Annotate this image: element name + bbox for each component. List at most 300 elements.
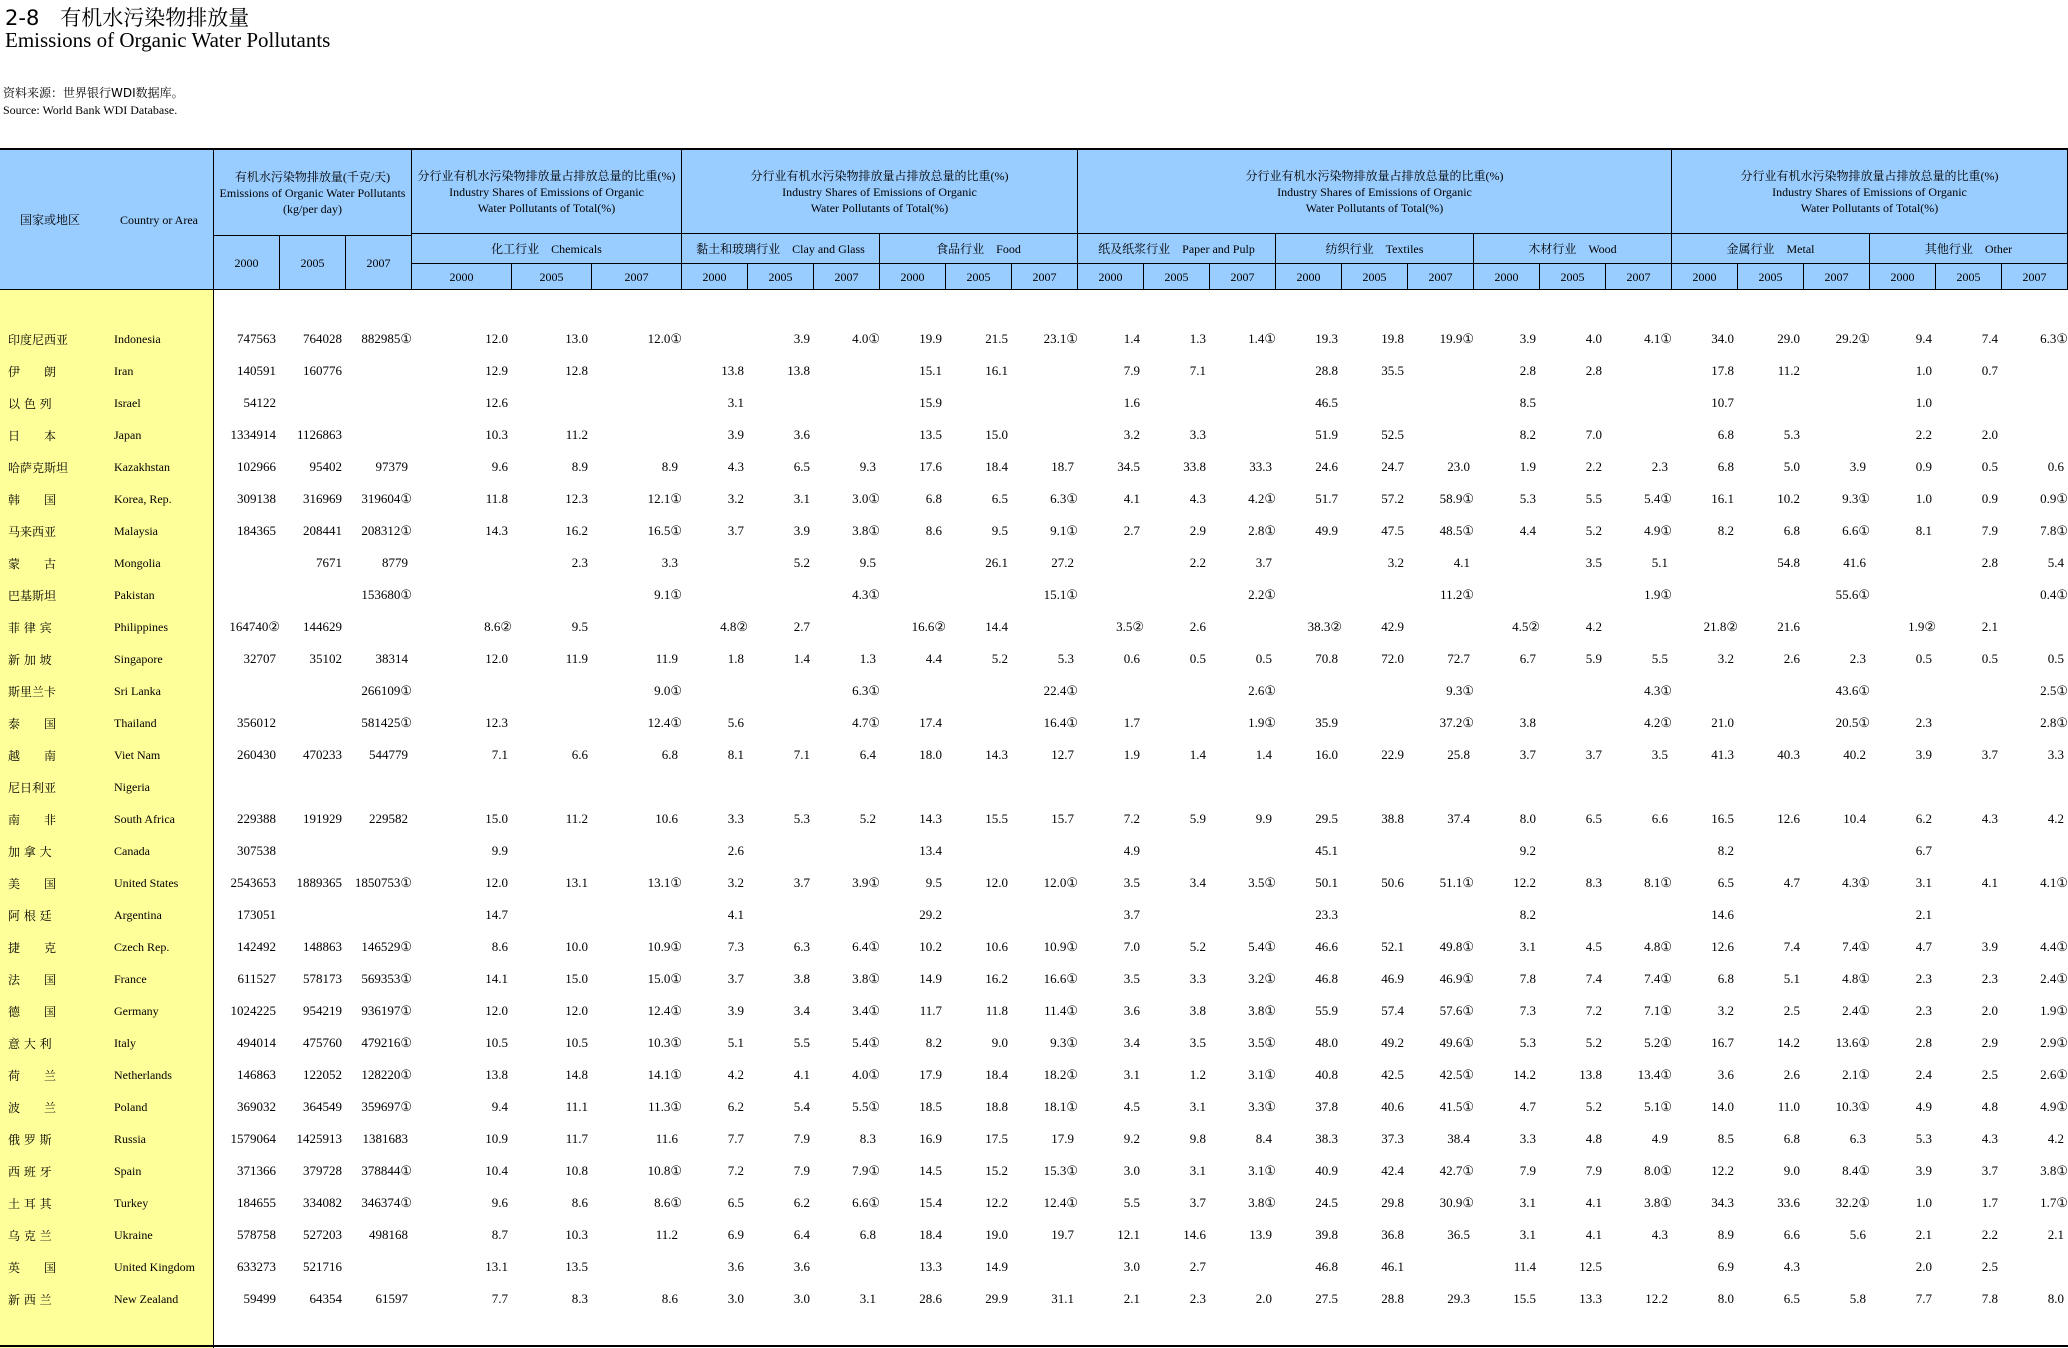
table-cell: 40.6 <box>1381 1099 1404 1114</box>
country-name-en: United Kingdom <box>114 1260 195 1274</box>
table-cell: 3.1 <box>727 395 744 410</box>
table-cell: 4.3 <box>727 459 744 474</box>
table-cell: 10.3① <box>1835 1099 1870 1114</box>
table-cell: 12.4① <box>1043 1195 1078 1210</box>
table-cell: 3.7 <box>1123 907 1140 922</box>
table-cell: 5.4① <box>1248 939 1276 954</box>
table-cell: 5.3 <box>1783 427 1800 442</box>
table-cell: 40.8 <box>1315 1067 1338 1082</box>
table-cell: 3.2 <box>1717 651 1734 666</box>
table-cell: 371366 <box>237 1163 276 1178</box>
table-cell: 1.4 <box>1255 747 1272 762</box>
table-cell: 3.2 <box>727 491 744 506</box>
table-cell: 11.9 <box>655 651 678 666</box>
country-name-zh: 泰 国 <box>8 717 57 731</box>
header-year: 2000 <box>682 264 748 290</box>
header-year: 2007 <box>2002 264 2068 290</box>
country-name-zh: 马来西亚 <box>8 525 57 539</box>
table-cell: 1126863 <box>296 427 342 442</box>
header-year: 2000 <box>1474 264 1540 290</box>
table-cell: 57.4 <box>1381 1003 1404 1018</box>
table-cell: 42.7① <box>1439 1163 1474 1178</box>
table-cell: 49.6① <box>1439 1035 1474 1050</box>
table-cell: 1850753① <box>354 875 412 890</box>
table-cell: 3.6 <box>793 1259 810 1274</box>
table-cell: 7.7 <box>1915 1291 1932 1306</box>
table-cell: 3.6 <box>1123 1003 1140 1018</box>
table-cell: 5.5 <box>793 1035 810 1050</box>
header-year: 2007 <box>1606 264 1672 290</box>
table-cell: 309138 <box>237 491 276 506</box>
table-cell: 1334914 <box>230 427 276 442</box>
table-cell: 1.0 <box>1915 395 1932 410</box>
table-cell: 10.8① <box>647 1163 682 1178</box>
table-cell: 3.1① <box>1248 1067 1276 1082</box>
table-cell: 12.2 <box>1711 1163 1734 1178</box>
header-country-cell <box>0 150 214 290</box>
table-cell: 2.6 <box>727 843 744 858</box>
country-name-zh: 捷 克 <box>8 941 57 955</box>
table-cell: 43.6① <box>1835 683 1870 698</box>
header-industry-shares: 分行业有机水污染物排放量占排放总量的比重(%) Industry Shares of Emissions of Organic Water Pollutants of Total(%) <box>1672 150 2068 234</box>
table-cell: 19.3 <box>1315 331 1338 346</box>
table-cell: 2.8① <box>2040 715 2068 730</box>
table-cell: 7.9 <box>793 1163 810 1178</box>
header-year: 2005 <box>512 264 592 290</box>
country-name-en: United States <box>114 876 179 890</box>
table-cell: 46.6 <box>1315 939 1338 954</box>
header-year: 2000 <box>1078 264 1144 290</box>
table-cell: 8.0① <box>1644 1163 1672 1178</box>
table-cell: 30.9① <box>1439 1195 1474 1210</box>
table-cell: 229582 <box>369 811 408 826</box>
table-cell: 72.7 <box>1447 651 1470 666</box>
country-name-en: Nigeria <box>114 780 150 794</box>
table-cell: 164740② <box>229 619 280 634</box>
table-cell: 8.2 <box>1519 427 1536 442</box>
table-cell: 6.6① <box>1842 523 1870 538</box>
header-industry-6: 金属行业 Metal <box>1672 234 1870 264</box>
table-cell: 6.8 <box>1717 427 1734 442</box>
table-cell: 3.0① <box>852 491 880 506</box>
table-cell: 5.5 <box>1651 651 1668 666</box>
country-name-en: Turkey <box>114 1196 149 1210</box>
table-cell: 764028 <box>303 331 342 346</box>
table-cell: 16.5① <box>647 523 682 538</box>
source-note-zh: 资料来源：世界银行WDI数据库。 <box>3 86 184 100</box>
table-cell: 3.1 <box>1519 1195 1536 1210</box>
table-cell: 3.3 <box>1189 427 1206 442</box>
table-cell: 14.1 <box>485 971 508 986</box>
table-cell: 2.4① <box>1842 1003 1870 1018</box>
table-cell: 12.8 <box>565 363 588 378</box>
table-cell: 22.4① <box>1043 683 1078 698</box>
table-cell: 475760 <box>303 1035 342 1050</box>
table-cell: 2.3 <box>1189 1291 1206 1306</box>
table-cell: 29.0 <box>1777 331 1800 346</box>
country-name-en: Poland <box>114 1100 148 1114</box>
table-cell: 12.4① <box>647 1003 682 1018</box>
table-cell: 5.2 <box>1585 1099 1602 1114</box>
table-cell: 4.1 <box>1123 491 1140 506</box>
table-cell: 9.0① <box>654 683 682 698</box>
table-cell: 16.4① <box>1043 715 1078 730</box>
table-cell: 7.8 <box>1519 971 1536 986</box>
country-name-en: Kazakhstan <box>114 460 170 474</box>
table-cell: 146529① <box>361 939 412 954</box>
table-cell: 15.4 <box>919 1195 942 1210</box>
table-cell: 6.5 <box>991 491 1008 506</box>
table-cell: 16.6② <box>911 619 946 634</box>
table-cell: 10.3① <box>647 1035 682 1050</box>
table-cell: 8.5 <box>1519 395 1536 410</box>
table-cell: 3.9 <box>793 331 810 346</box>
table-cell: 319604① <box>361 491 412 506</box>
table-cell: 6.2 <box>793 1195 810 1210</box>
header-year: 2007 <box>1210 264 1276 290</box>
header-year: 2007 <box>592 264 682 290</box>
table-cell: 4.5 <box>1585 939 1602 954</box>
table-cell: 4.5 <box>1123 1099 1140 1114</box>
table-cell: 9.4 <box>1915 331 1932 346</box>
table-cell: 3.6 <box>727 1259 744 1274</box>
table-cell: 2.1 <box>1981 619 1998 634</box>
table-cell: 7.3 <box>727 939 744 954</box>
table-cell: 3.5 <box>1123 875 1140 890</box>
table-cell: 1.3 <box>1189 331 1206 346</box>
table-cell: 3.3 <box>661 555 678 570</box>
source-note-en: Source: World Bank WDI Database. <box>3 103 178 117</box>
table-cell: 4.1① <box>1644 331 1672 346</box>
table-cell: 57.6① <box>1439 1003 1474 1018</box>
table-cell: 3.1 <box>859 1291 876 1306</box>
table-cell: 3.9 <box>1915 1163 1932 1178</box>
country-name-zh: 斯里兰卡 <box>8 685 57 699</box>
table-cell: 10.0 <box>565 939 588 954</box>
table-cell: 1381683 <box>362 1131 408 1146</box>
table-cell: 4.8① <box>1644 939 1672 954</box>
table-cell: 5.2 <box>1585 523 1602 538</box>
table-cell: 6.3① <box>1050 491 1078 506</box>
table-cell: 6.3① <box>2040 331 2068 346</box>
header-emissions: 有机水污染物排放量(千克/天) Emissions of Organic Water Pollutants (kg/per day) <box>214 150 412 236</box>
table-cell: 3.3 <box>2047 747 2064 762</box>
country-name-en: Iran <box>114 364 134 378</box>
table-cell: 2.8① <box>1248 523 1276 538</box>
table-cell: 747563 <box>237 331 276 346</box>
table-cell: 37.3 <box>1381 1131 1404 1146</box>
table-cell: 4.9① <box>1644 523 1672 538</box>
table-cell: 2.8 <box>1519 363 1536 378</box>
table-cell: 6.2 <box>727 1099 744 1114</box>
table-cell: 191929 <box>303 811 342 826</box>
table-cell: 7.7 <box>727 1131 744 1146</box>
table-cell: 49.8① <box>1439 939 1474 954</box>
table-cell: 18.4 <box>985 459 1008 474</box>
table-cell: 6.5 <box>727 1195 744 1210</box>
table-cell: 5.5 <box>1123 1195 1140 1210</box>
country-name-zh: 荷 兰 <box>8 1069 57 1083</box>
table-cell: 28.8 <box>1315 363 1338 378</box>
table-cell: 12.0 <box>485 331 508 346</box>
country-name-zh: 越 南 <box>8 749 57 763</box>
table-cell: 3.3 <box>1189 971 1206 986</box>
table-cell: 7.1 <box>1189 363 1206 378</box>
table-cell: 14.2 <box>1777 1035 1800 1050</box>
table-cell: 10.5 <box>485 1035 508 1050</box>
table-cell: 12.5 <box>1579 1259 1602 1274</box>
table-cell: 307538 <box>237 843 276 858</box>
table-cell: 10.8 <box>565 1163 588 1178</box>
table-cell: 3.7 <box>1585 747 1602 762</box>
table-cell: 470233 <box>303 747 342 762</box>
country-name-zh: 日 本 <box>8 429 57 443</box>
table-cell: 0.5 <box>1981 459 1998 474</box>
country-name-en: Singapore <box>114 652 163 666</box>
table-cell: 4.3① <box>1644 683 1672 698</box>
table-cell: 2.5 <box>1981 1067 1998 1082</box>
table-cell: 334082 <box>303 1195 342 1210</box>
table-cell: 7.4 <box>1783 939 1800 954</box>
table-cell: 3.1 <box>1123 1067 1140 1082</box>
table-cell: 16.1 <box>985 363 1008 378</box>
country-name-zh: 土 耳 其 <box>8 1197 52 1211</box>
table-cell: 7.2 <box>727 1163 744 1178</box>
table-cell: 9.9 <box>1255 811 1272 826</box>
table-cell: 46.9 <box>1381 971 1404 986</box>
table-cell: 3.0 <box>793 1291 810 1306</box>
table-cell: 55.9 <box>1315 1003 1338 1018</box>
table-cell: 12.3 <box>485 715 508 730</box>
table-cell: 9.5 <box>859 555 876 570</box>
table-cell: 6.4① <box>852 939 880 954</box>
table-cell: 15.0 <box>485 811 508 826</box>
country-name-en: Thailand <box>114 716 157 730</box>
table-cell: 10.9① <box>647 939 682 954</box>
table-cell: 882985① <box>361 331 412 346</box>
table-cell: 4.3① <box>852 587 880 602</box>
table-cell: 12.2 <box>1645 1291 1668 1306</box>
table-bottom-rule <box>0 1345 2068 1347</box>
table-cell: 70.8 <box>1315 651 1338 666</box>
table-cell: 0.6 <box>2047 459 2064 474</box>
table-cell: 4.8① <box>1842 971 1870 986</box>
table-cell: 2.0 <box>1255 1291 1272 1306</box>
country-name-zh: 新 加 坡 <box>8 653 52 667</box>
table-cell: 11.3① <box>648 1099 682 1114</box>
table-cell: 4.1 <box>1981 875 1998 890</box>
table-cell: 1024225 <box>230 1003 276 1018</box>
table-cell: 6.7 <box>1519 651 1536 666</box>
table-cell: 6.4 <box>859 747 876 762</box>
table-cell: 0.5 <box>1255 651 1272 666</box>
header-industry-7: 其他行业 Other <box>1870 234 2068 264</box>
country-name-zh: 巴基斯坦 <box>8 589 57 603</box>
table-cell: 8.3 <box>571 1291 588 1306</box>
table-cell: 27.5 <box>1315 1291 1338 1306</box>
table-cell: 2.3 <box>1915 715 1932 730</box>
table-cell: 10.9① <box>1043 939 1078 954</box>
table-cell: 8.1① <box>1644 875 1672 890</box>
table-top-rule <box>0 148 2068 150</box>
table-cell: 3.7 <box>1519 747 1536 762</box>
table-cell: 8.1 <box>727 747 744 762</box>
table-cell: 8.0 <box>1519 811 1536 826</box>
table-cell: 3.8① <box>1644 1195 1672 1210</box>
table-cell: 9.3① <box>1842 491 1870 506</box>
table-cell: 569353① <box>361 971 412 986</box>
table-cell: 16.2 <box>565 523 588 538</box>
table-cell: 19.9① <box>1439 331 1474 346</box>
table-cell: 11.2 <box>655 1227 678 1242</box>
table-cell: 19.9 <box>919 331 942 346</box>
table-cell: 4.1 <box>1585 1227 1602 1242</box>
country-name-en: Viet Nam <box>114 748 161 762</box>
table-cell: 527203 <box>303 1227 342 1242</box>
table-cell: 10.7 <box>1711 395 1734 410</box>
table-cell: 38314 <box>375 651 408 666</box>
table-cell: 15.3① <box>1043 1163 1078 1178</box>
table-cell: 5.6 <box>1849 1227 1866 1242</box>
table-cell: 2.8 <box>1915 1035 1932 1050</box>
table-cell: 1425913 <box>296 1131 342 1146</box>
table-cell: 581425① <box>361 715 412 730</box>
table-cell: 229388 <box>237 811 276 826</box>
table-cell: 184655 <box>237 1195 276 1210</box>
table-cell: 6.3 <box>793 939 810 954</box>
table-cell: 29.5 <box>1315 811 1338 826</box>
table-cell: 4.4 <box>1519 523 1536 538</box>
table-cell: 3.3 <box>1519 1131 1536 1146</box>
table-cell: 7.1 <box>491 747 508 762</box>
header-year: 2000 <box>1276 264 1342 290</box>
table-cell: 3.5 <box>1585 555 1602 570</box>
header-year: 2005 <box>1342 264 1408 290</box>
table-cell: 3.4 <box>793 1003 810 1018</box>
country-name-zh: 加 拿 大 <box>8 845 52 859</box>
table-cell: 21.5 <box>985 331 1008 346</box>
table-cell: 3.8① <box>852 523 880 538</box>
table-cell: 52.1 <box>1381 939 1404 954</box>
table-cell: 3.2 <box>1387 555 1404 570</box>
table-cell: 4.2 <box>2047 1131 2064 1146</box>
country-name-zh: 以 色 列 <box>8 397 52 411</box>
table-cell: 3.1 <box>1189 1163 1206 1178</box>
table-cell: 5.2① <box>1644 1035 1672 1050</box>
table-cell: 23.1① <box>1043 331 1078 346</box>
table-cell: 3.0 <box>1123 1163 1140 1178</box>
table-cell: 128220① <box>361 1067 412 1082</box>
table-cell: 9.3① <box>1446 683 1474 698</box>
table-cell: 7671 <box>316 555 342 570</box>
table-cell: 6.7 <box>1915 843 1932 858</box>
table-cell: 12.1 <box>1117 1227 1140 1242</box>
table-cell: 37.4 <box>1447 811 1470 826</box>
table-cell: 18.1① <box>1043 1099 1078 1114</box>
table-cell: 13.8 <box>787 363 810 378</box>
table-cell: 12.6 <box>485 395 508 410</box>
table-cell: 32.2① <box>1835 1195 1870 1210</box>
table-cell: 35102 <box>309 651 342 666</box>
table-cell: 6.5 <box>793 459 810 474</box>
table-cell: 23.3 <box>1315 907 1338 922</box>
table-cell: 10.6 <box>985 939 1008 954</box>
table-cell: 8.5 <box>1717 1131 1734 1146</box>
table-cell: 3.9 <box>727 1003 744 1018</box>
table-cell: 6.6 <box>1783 1227 1800 1242</box>
table-cell: 3.8① <box>1248 1195 1276 1210</box>
table-cell: 5.4 <box>793 1099 810 1114</box>
table-cell: 17.8 <box>1711 363 1734 378</box>
table-cell: 11.2① <box>1440 587 1474 602</box>
header-year: 2007 <box>814 264 880 290</box>
table-cell: 12.0 <box>485 875 508 890</box>
country-name-en: Czech Rep. <box>114 940 170 954</box>
table-cell: 19.0 <box>985 1227 1008 1242</box>
country-name-zh: 蒙 古 <box>8 557 57 571</box>
table-cell: 1.9① <box>2040 1003 2068 1018</box>
table-cell: 28.6 <box>919 1291 942 1306</box>
header-year: 2007 <box>1804 264 1870 290</box>
table-cell: 7.8 <box>1981 1291 1998 1306</box>
table-cell: 3.4 <box>1123 1035 1140 1050</box>
table-cell: 12.9 <box>485 363 508 378</box>
table-cell: 3.8① <box>1248 1003 1276 1018</box>
country-name-en: Germany <box>114 1004 159 1018</box>
table-cell: 1579064 <box>230 1131 276 1146</box>
table-cell: 3.1① <box>1248 1163 1276 1178</box>
table-cell: 37.2① <box>1439 715 1474 730</box>
table-cell: 13.1① <box>647 875 682 890</box>
table-cell: 346374① <box>361 1195 412 1210</box>
table-cell: 2.6 <box>1189 619 1206 634</box>
table-cell: 4.3 <box>1189 491 1206 506</box>
table-cell: 4.1① <box>2040 875 2068 890</box>
table-cell: 3.1 <box>1915 875 1932 890</box>
table-cell: 7.1 <box>793 747 810 762</box>
table-cell: 11.9 <box>565 651 588 666</box>
table-cell: 3.8① <box>2040 1163 2068 1178</box>
table-cell: 13.0 <box>565 331 588 346</box>
country-name-zh: 意 大 利 <box>8 1037 52 1051</box>
table-cell: 6.8 <box>925 491 942 506</box>
table-cell: 2.1 <box>2047 1227 2064 1242</box>
table-cell: 2.1 <box>1915 907 1932 922</box>
country-name-en: Korea, Rep. <box>114 492 172 506</box>
table-cell: 3.8 <box>1189 1003 1206 1018</box>
table-cell: 7.4 <box>1585 971 1602 986</box>
header-year: 2005 <box>1144 264 1210 290</box>
table-cell: 8.1 <box>1915 523 1932 538</box>
table-cell: 12.6 <box>1711 939 1734 954</box>
table-cell: 369032 <box>237 1099 276 1114</box>
table-cell: 8.6 <box>661 1291 678 1306</box>
table-cell: 2.8 <box>1981 555 1998 570</box>
table-cell: 4.1 <box>1585 1195 1602 1210</box>
table-cell: 1.2 <box>1189 1067 1206 1082</box>
table-cell: 2.7 <box>1123 523 1140 538</box>
table-cell: 9.0 <box>1783 1163 1800 1178</box>
table-cell: 7.9 <box>1585 1163 1602 1178</box>
table-cell: 2.2 <box>1981 1227 1998 1242</box>
table-title-en: Emissions of Organic Water Pollutants <box>5 28 331 52</box>
table-cell: 9.6 <box>491 1195 508 1210</box>
header-industry-4: 纺织行业 Textiles <box>1276 234 1474 264</box>
table-cell: 7.8① <box>2040 523 2068 538</box>
country-name-zh: 法 国 <box>8 973 57 987</box>
table-cell: 50.1 <box>1315 875 1338 890</box>
table-cell: 1.9 <box>1519 459 1536 474</box>
